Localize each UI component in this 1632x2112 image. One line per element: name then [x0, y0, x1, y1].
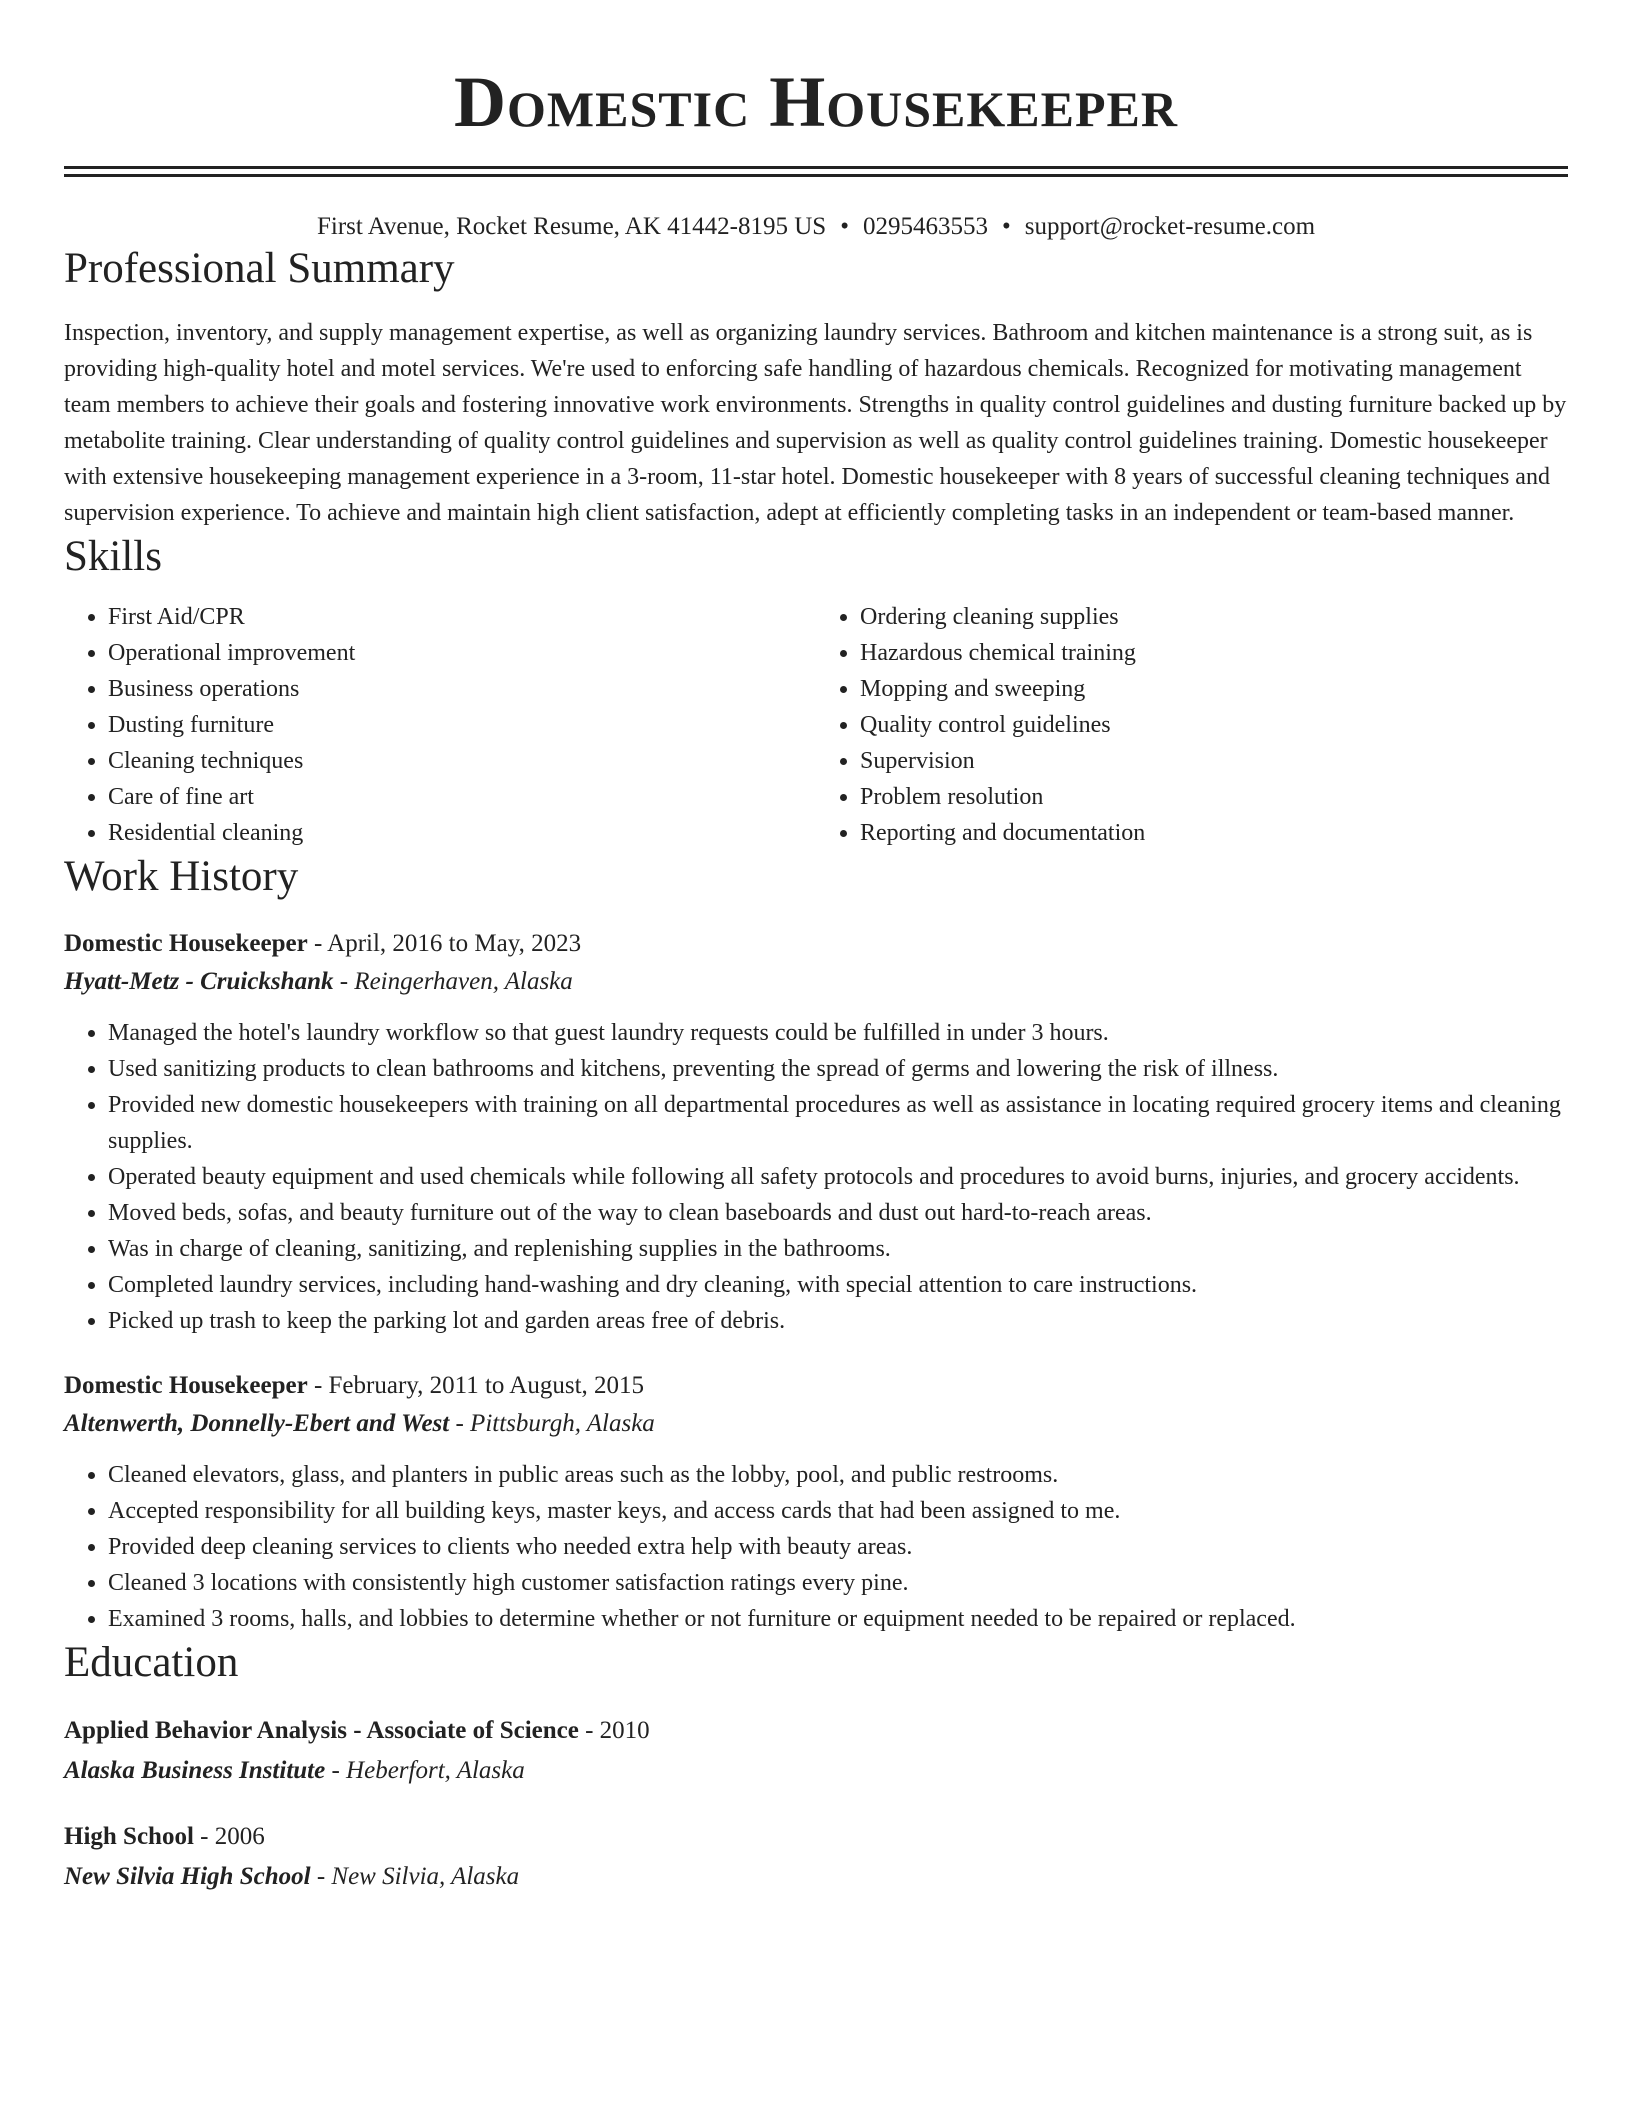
skills-columns [64, 599, 1568, 851]
education-location: - New Silvia, Alaska [310, 1863, 520, 1890]
skill-item: • Operational improvement [108, 635, 816, 671]
education-degree-line [64, 1711, 1568, 1751]
contact-email: support@rocket-resume.com [1024, 213, 1316, 240]
job-company: Altenwerth, Donnelly-Ebert and West [64, 1410, 450, 1437]
education-school-line [64, 1857, 1568, 1897]
education-heading: Education [64, 1639, 239, 1686]
skill-item: • Ordering cleaning supplies [860, 599, 1568, 635]
job-bullet: • Picked up trash to keep the parking lot and garden areas free of debris. [108, 1303, 1568, 1339]
contact-line [64, 211, 1568, 243]
job-dates: - February, 2011 to August, 2015 [307, 1372, 645, 1399]
education-location: - Heberfort, Alaska [325, 1757, 525, 1784]
job-bullet: • Accepted responsibility for all building keys, master keys, and access cards that had been assigned to me. [108, 1493, 1568, 1529]
skills-list-right [816, 599, 1568, 851]
education-year: - 2006 [193, 1823, 265, 1850]
education-year: - 2010 [578, 1717, 650, 1744]
skills-list-left [64, 599, 816, 851]
job-bullet: • Moved beds, sofas, and beauty furniture out of the way to clean baseboards and dust out hard-to-reach areas. [108, 1195, 1568, 1231]
education-degree-line [64, 1817, 1568, 1857]
job-title-line [64, 1367, 1568, 1405]
skill-item: • Care of fine art [108, 779, 816, 815]
summary-text: Inspection, inventory, and supply management expertise, as well as organizing laundry services. Bathroom and kitchen maintenance is a strong suit, as is providing high-quality hotel and motel services. We're used to enforcing safe handling of hazardous chemicals. Recognized for motivating management team members to achieve their goals and fostering innovative work environments. Strengths in quality control guidelines and dusting furniture backed up by metabolite training. Clear understanding of quality control guidelines and supervision as well as quality control guidelines training. Domestic housekeeper with extensive housekeeping management experience in a 3-room, 11-star hotel. Domestic housekeeper with 8 years of successful cleaning techniques and supervision experience. To achieve and maintain high client satisfaction, adept at efficiently completing tasks in an independent or team-based manner. [64, 320, 1567, 526]
job-bullet: • Examined 3 rooms, halls, and lobbies to determine whether or not furniture or equipment needed to be repaired or replaced. [108, 1601, 1568, 1637]
job-bullet: • Used sanitizing products to clean bathrooms and kitchens, preventing the spread of germs and lowering the risk of illness. [108, 1051, 1568, 1087]
skill-item: • Problem resolution [860, 779, 1568, 815]
contact-address: First Avenue, Rocket Resume, AK 41442-8195 US [316, 213, 827, 240]
skills-heading: Skills [64, 533, 162, 580]
skill-item: • Reporting and documentation [860, 815, 1568, 851]
skill-item: • Dusting furniture [108, 707, 816, 743]
job-entry [64, 1367, 1568, 1637]
job-bullet: • Provided deep cleaning services to clients who needed extra help with beauty areas. [108, 1529, 1568, 1565]
contact-separator: • [840, 213, 849, 240]
education-degree: Applied Behavior Analysis - Associate of Science [64, 1717, 579, 1744]
summary-heading: Professional Summary [64, 245, 455, 292]
job-role: Domestic Housekeeper [64, 930, 308, 957]
skill-item: • Residential cleaning [108, 815, 816, 851]
job-bullets [64, 1457, 1568, 1637]
skill-item: • Quality control guidelines [860, 707, 1568, 743]
contact-separator: • [1001, 213, 1011, 240]
skill-item: • Cleaning techniques [108, 743, 816, 779]
job-bullet: • Operated beauty equipment and used chemicals while following all safety protocols and procedures to avoid burns, injuries, and grocery accidents. [108, 1159, 1568, 1195]
education-degree: High School [64, 1823, 194, 1850]
job-bullet: • Cleaned elevators, glass, and planters in public areas such as the lobby, pool, and public restrooms. [108, 1457, 1568, 1493]
education-school-line [64, 1751, 1568, 1791]
education-entry [64, 1817, 1568, 1897]
skill-item: • Supervision [860, 743, 1568, 779]
job-entry [64, 925, 1568, 1339]
job-bullet: • Cleaned 3 locations with consistently high customer satisfaction ratings every pine. [108, 1565, 1568, 1601]
job-company-line [64, 1405, 1568, 1443]
skill-item: • Mopping and sweeping [860, 671, 1568, 707]
skill-item: • Hazardous chemical training [860, 635, 1568, 671]
skill-item: • First Aid/CPR [108, 599, 816, 635]
job-bullet: • Was in charge of cleaning, sanitizing, and replenishing supplies in the bathrooms. [108, 1231, 1568, 1267]
education-entry [64, 1711, 1568, 1791]
job-company-line [64, 963, 1568, 1001]
job-bullet: • Provided new domestic housekeepers with training on all departmental procedures as well as assistance in locating required grocery items and cleaning supplies. [108, 1087, 1568, 1159]
job-company: Hyatt-Metz - Cruickshank [64, 968, 334, 995]
work-history-heading: Work History [64, 853, 299, 900]
contact-phone: 0295463553 [862, 213, 988, 240]
job-bullet: • Managed the hotel's laundry workflow so that guest laundry requests could be fulfilled in under 3 hours. [108, 1015, 1568, 1051]
job-bullet: • Completed laundry services, including hand-washing and dry cleaning, with special attention to care instructions. [108, 1267, 1568, 1303]
job-bullets [64, 1015, 1568, 1339]
job-dates: - April, 2016 to May, 2023 [307, 930, 582, 957]
job-location: - Reingerhaven, Alaska [333, 968, 573, 995]
job-location: - Pittsburgh, Alaska [449, 1410, 655, 1437]
skill-item: • Business operations [108, 671, 816, 707]
header-divider [64, 166, 1568, 177]
education-school: New Silvia High School [64, 1863, 311, 1890]
education-school: Alaska Business Institute [64, 1757, 326, 1784]
resume-name: Domestic Housekeeper [454, 62, 1178, 142]
job-role: Domestic Housekeeper [64, 1372, 308, 1399]
job-title-line [64, 925, 1568, 963]
